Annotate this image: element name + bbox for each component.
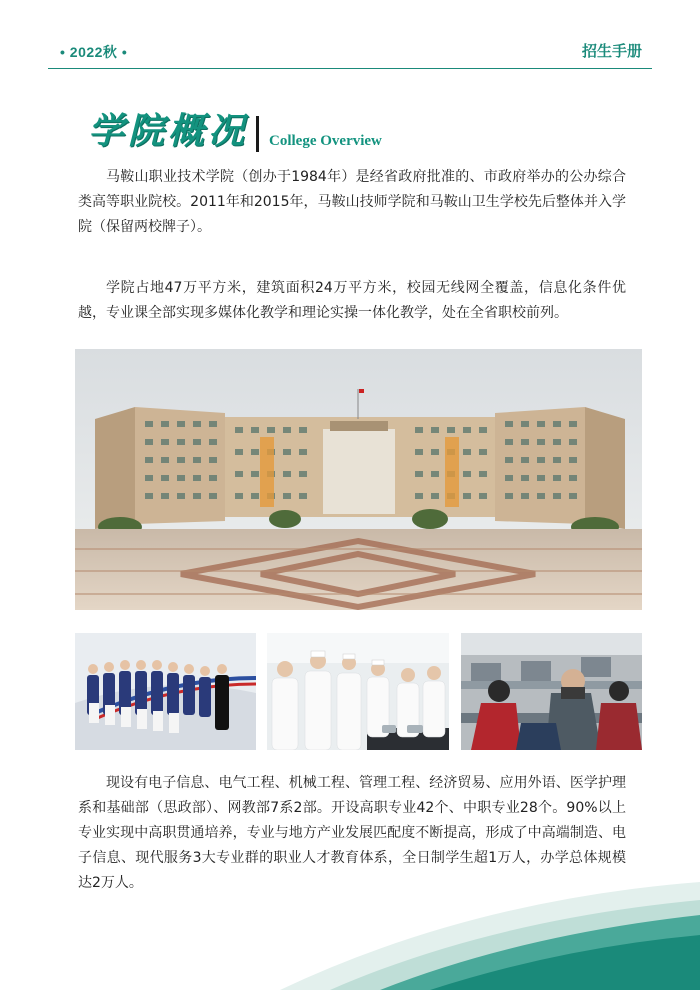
section-title-en: College Overview (269, 133, 382, 149)
intro-paragraph-2: 学院占地47万平方米，建筑面积24万平方米，校园无线网全覆盖，信息化条件优越，专业课全部实现多媒体化教学和理论实操一体化教学，处在全省职校前列。 (78, 280, 626, 321)
edition-label: • 2022秋 • (60, 44, 128, 60)
departments-paragraph: 现设有电子信息、电气工程、机械工程、管理工程、经济贸易、应用外语、医学护理系和基础部（思政部）、网教部7系2部。开设高职专业42个、中职专业28个。90%以上专业实现中高职贯通培养，专业与地方产业发展匹配度不断提高，形成了中高端制造、电子信息、现代服务3大专业群的职业人才教育体系，全日制学生超1万人，办学总体规模达2万人。 (78, 775, 626, 891)
title-divider (256, 116, 259, 152)
intro-paragraph-1: 马鞍山职业技术学院（创办于1984年）是经省政府批准的、市政府举办的公办综合类高等职业院校。2011年和2015年，马鞍山技师学院和马鞍山卫生学校先后整体并入学院（保留两校牌子）。 (78, 169, 626, 235)
nursing-students-photo (267, 633, 449, 750)
students-uniform-photo (75, 633, 256, 750)
brochure-title: 招生手册 (581, 42, 642, 60)
campus-building-photo (75, 349, 642, 610)
section-heading (88, 112, 382, 152)
classroom-lab-photo (461, 633, 642, 750)
section-title-cn: 学院概况 (88, 111, 249, 152)
header-divider (48, 68, 652, 69)
